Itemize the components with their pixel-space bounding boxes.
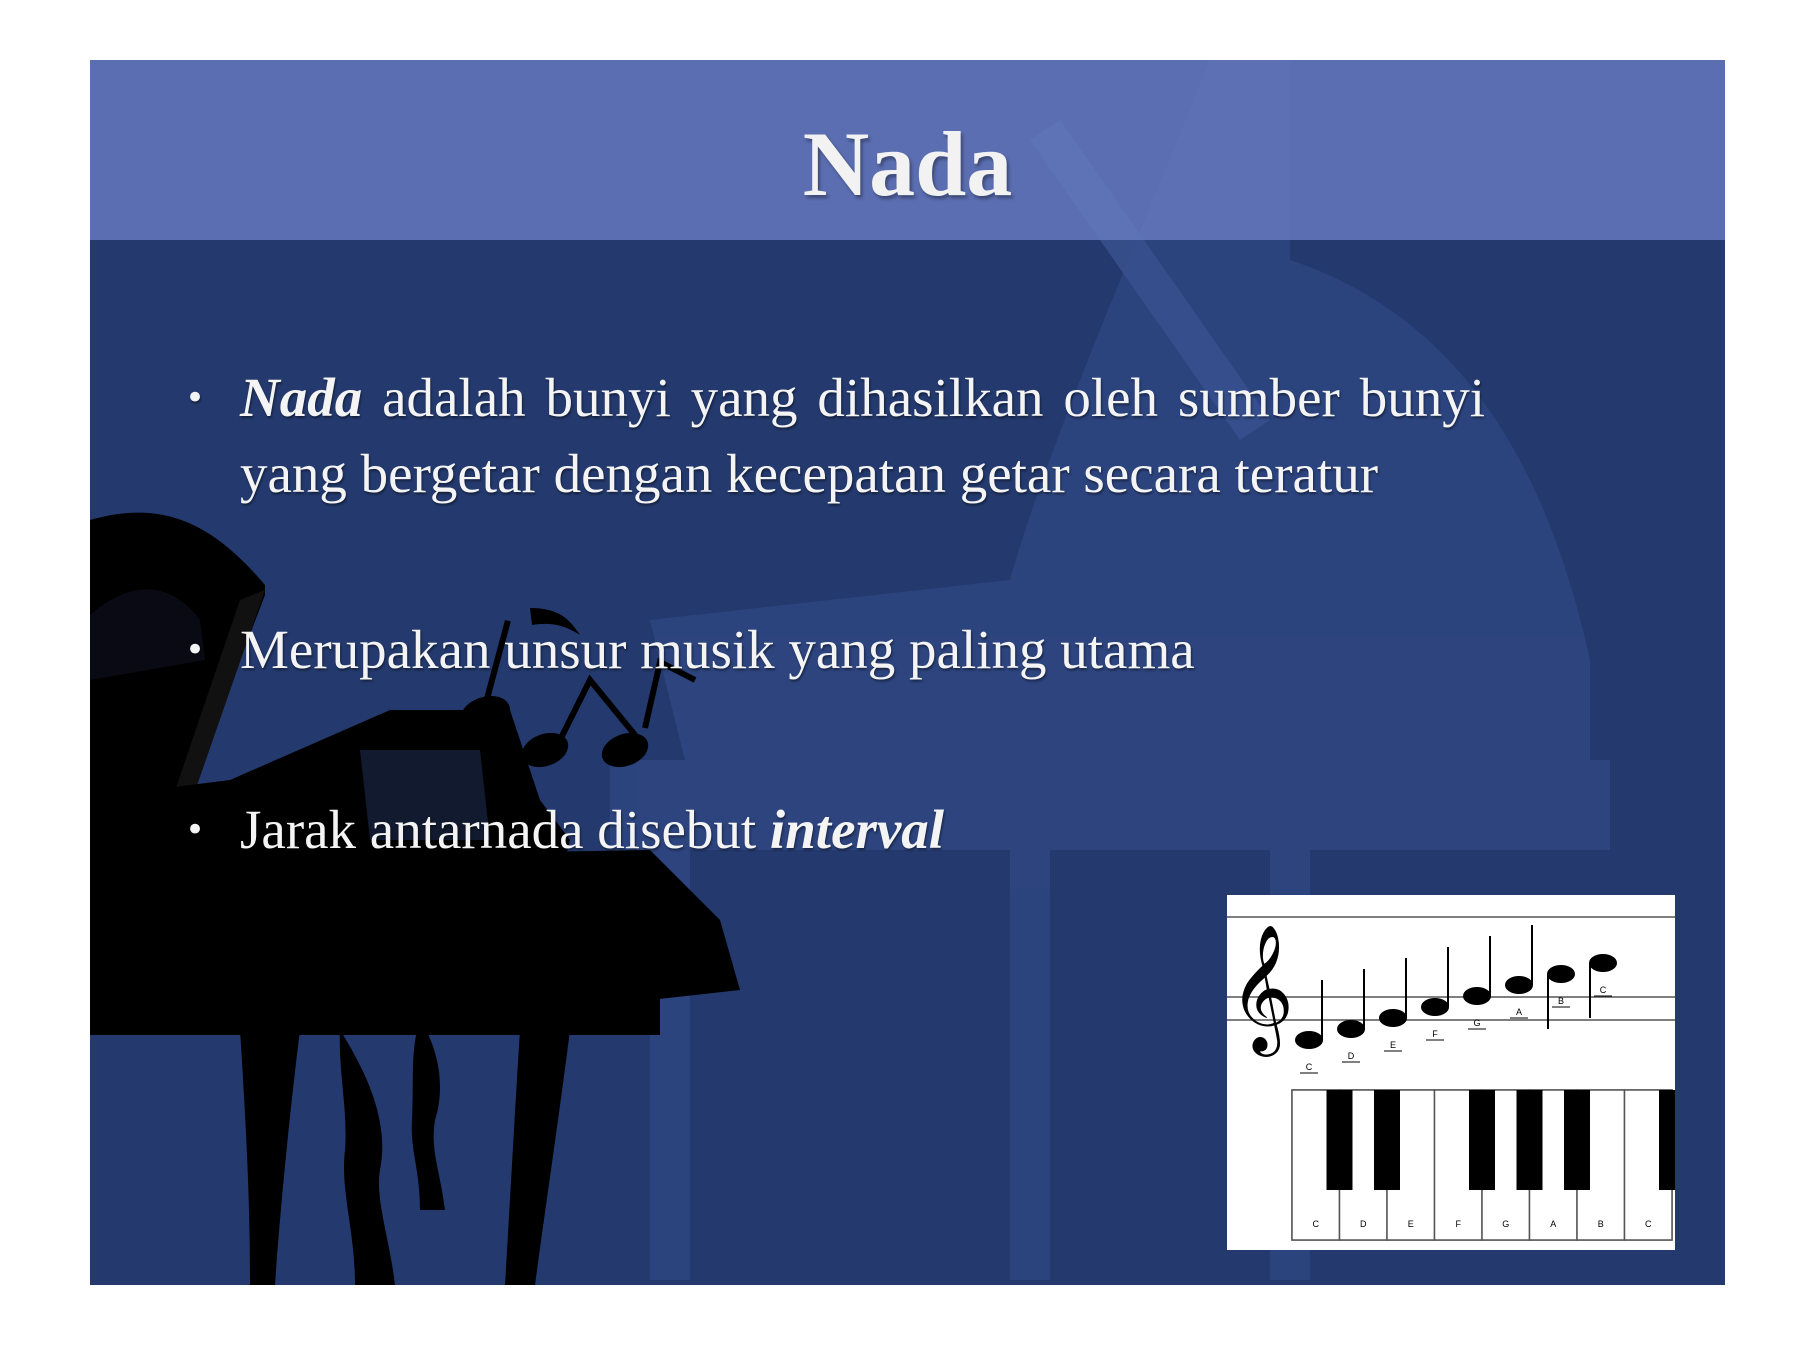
bullet-glyph: • bbox=[185, 810, 206, 850]
key-letter: A bbox=[1550, 1219, 1557, 1229]
staff-note bbox=[1463, 936, 1491, 1029]
key-letter: C bbox=[1645, 1219, 1652, 1229]
title-band bbox=[90, 60, 1725, 240]
bullet-emphasis: Nada bbox=[240, 367, 363, 428]
slide-title: Nada bbox=[802, 113, 1013, 215]
key-letter: G bbox=[1502, 1219, 1510, 1229]
key-letter: E bbox=[1407, 1219, 1414, 1229]
bullet-text: adalah bunyi yang dihasilkan oleh sumber bunyi yang bergetar dengan kecepatan getar secara teratur bbox=[240, 367, 1485, 504]
black-key bbox=[1374, 1090, 1400, 1190]
staff-note bbox=[1295, 980, 1323, 1073]
black-key bbox=[1564, 1090, 1590, 1190]
note-letter: A bbox=[1515, 1007, 1523, 1017]
bullet-item-3 bbox=[185, 792, 1585, 868]
bullet-item-1 bbox=[185, 360, 1485, 512]
note-letter: D bbox=[1347, 1051, 1355, 1061]
staff-and-keyboard-diagram bbox=[1227, 895, 1675, 1250]
bullet-glyph: • bbox=[185, 378, 206, 418]
note-letter: C bbox=[1599, 985, 1607, 995]
note-letter: C bbox=[1305, 1062, 1313, 1072]
bullet-list bbox=[185, 360, 1585, 868]
staff-note bbox=[1505, 925, 1533, 1018]
bullet-item-2 bbox=[185, 612, 1585, 688]
note-letter: F bbox=[1432, 1029, 1438, 1039]
bullet-text: Merupakan unsur musik yang paling utama bbox=[240, 619, 1195, 680]
bullet-emphasis: interval bbox=[769, 799, 945, 860]
keyboard bbox=[1292, 1090, 1675, 1240]
key-letter: C bbox=[1312, 1219, 1319, 1229]
note-letter: E bbox=[1389, 1040, 1397, 1050]
black-key bbox=[1659, 1090, 1675, 1190]
note-letter: G bbox=[1473, 1018, 1481, 1028]
black-key bbox=[1517, 1090, 1543, 1190]
staff-note bbox=[1379, 958, 1407, 1051]
key-letter: F bbox=[1455, 1219, 1461, 1229]
bullet-text: Jarak antarnada disebut bbox=[240, 799, 770, 860]
key-letter: D bbox=[1360, 1219, 1367, 1229]
notes-group bbox=[1295, 925, 1617, 1073]
note-letter: B bbox=[1557, 996, 1565, 1006]
key-letter: B bbox=[1597, 1219, 1604, 1229]
bullet-glyph: • bbox=[185, 630, 206, 670]
treble-clef-icon: 𝄞 bbox=[1229, 923, 1295, 1051]
slide bbox=[90, 60, 1725, 1285]
black-key bbox=[1469, 1090, 1495, 1190]
staff-note bbox=[1589, 954, 1617, 1018]
music-scale-image bbox=[1227, 895, 1675, 1250]
staff-note bbox=[1421, 947, 1449, 1040]
black-key bbox=[1327, 1090, 1353, 1190]
staff-note bbox=[1337, 969, 1365, 1062]
